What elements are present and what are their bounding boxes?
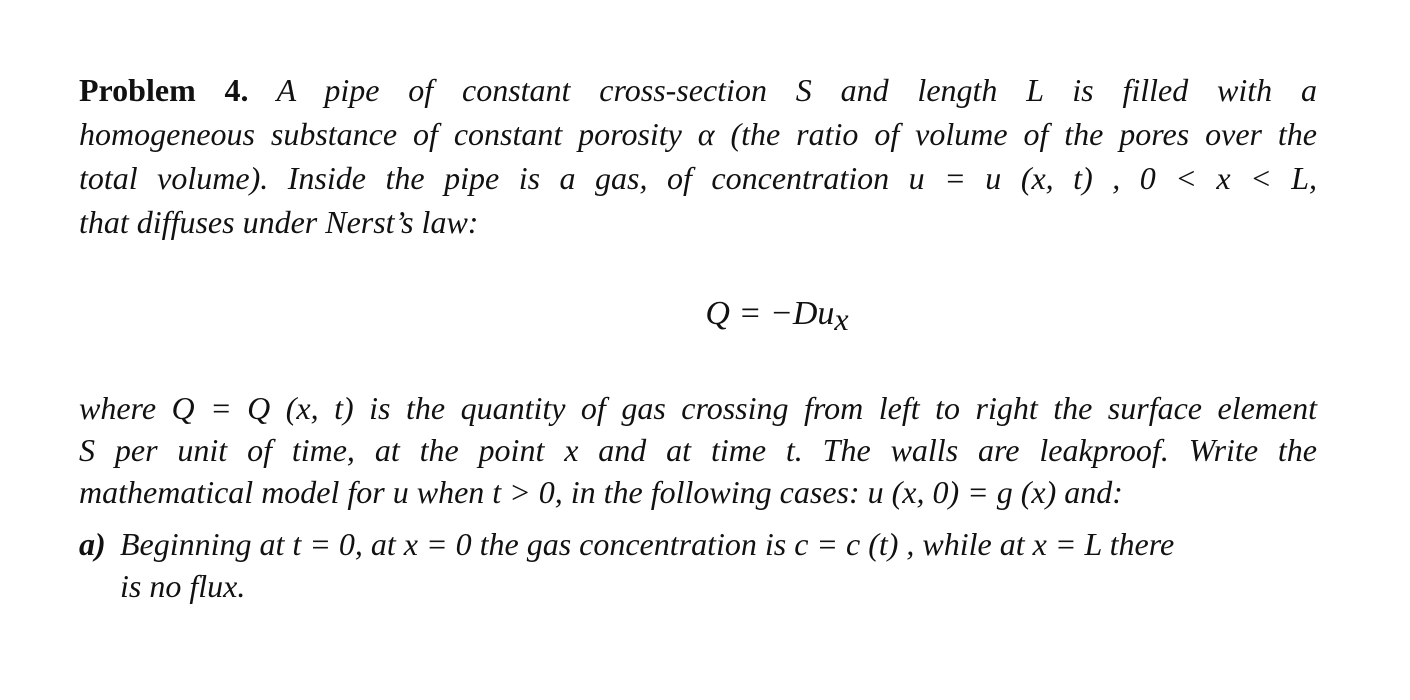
nernst-law-equation bbox=[79, 292, 1317, 341]
body-line-2: S per unit of time, at the point x and at time t. The walls are leakproof. Write the bbox=[79, 432, 1317, 468]
body-line-3: mathematical model for u when t > 0, in the following cases: u (x, 0) = g (x) and: bbox=[79, 474, 1123, 510]
problem-document bbox=[79, 68, 1317, 607]
intro-line-3: total volume). Inside the pipe is a gas, of concentration u = u (x, t) , 0 < x < L, bbox=[79, 160, 1317, 196]
case-a-line-2: is no flux. bbox=[120, 568, 246, 604]
case-a bbox=[79, 523, 1317, 607]
equation-main: Q = −Du bbox=[705, 295, 835, 332]
intro-line-4: that diffuses under Nerst’s law: bbox=[79, 204, 479, 240]
body-line-1: where Q = Q (x, t) is the quantity of gas crossing from left to right the surface element bbox=[79, 390, 1317, 426]
problem-title: Problem 4. bbox=[79, 72, 249, 108]
problem-body bbox=[79, 387, 1317, 513]
intro-line-1-text: A pipe of constant cross-section S and length L is filled with a bbox=[276, 72, 1318, 108]
problem-intro bbox=[79, 68, 1317, 244]
case-a-label: a) bbox=[79, 526, 106, 562]
equation-subscript: x bbox=[834, 301, 849, 337]
intro-line-1 bbox=[79, 68, 1317, 112]
intro-line-2: homogeneous substance of constant porosity α (the ratio of volume of the pores over the bbox=[79, 116, 1317, 152]
case-a-line-1: Beginning at t = 0, at x = 0 the gas concentration is c = c (t) , while at x = L there bbox=[120, 526, 1175, 562]
